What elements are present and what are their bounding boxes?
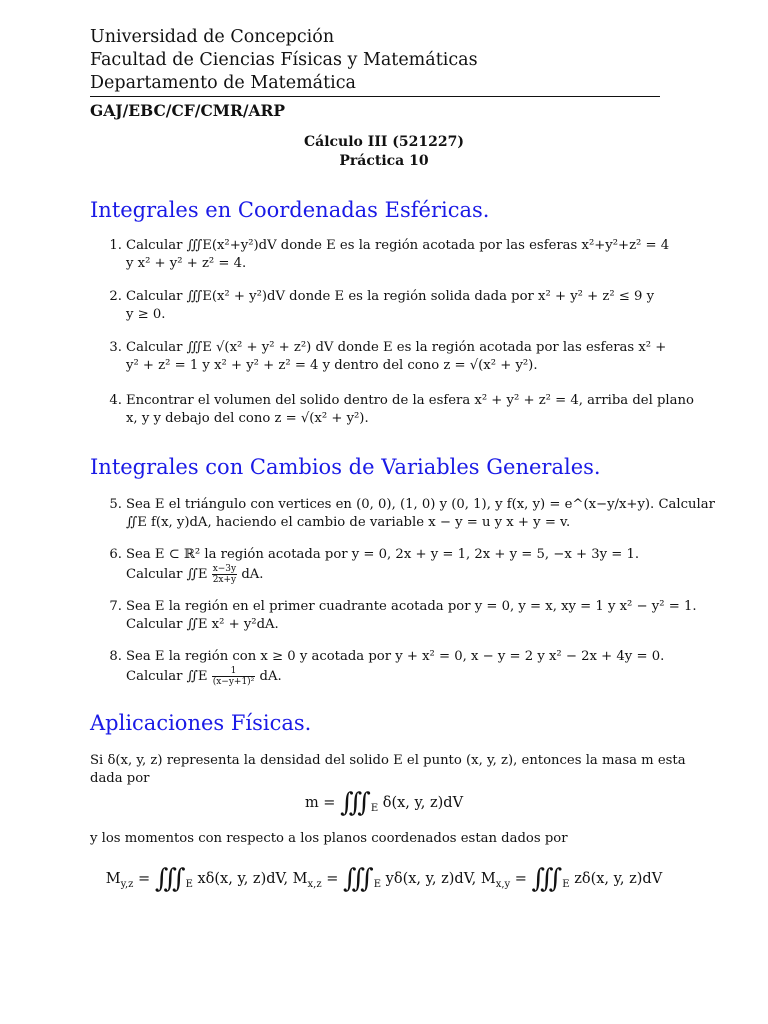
problem-number: 8. (109, 649, 122, 664)
mass-integrand: δ(x, y, z)dV (382, 795, 464, 811)
problem-text-line (126, 564, 660, 585)
problem-text-prefix: Calcular ∬E (126, 567, 208, 582)
moments-equation: $M_{y,z}$ = $∭_E$ xδ(x, y, z)dV, $M_{x,z}$ = $∭_E$ yδ(x, y, z)dV, $M_{x,y}$ = $∭_E$ zδ(x, y, z)dV (105, 864, 663, 894)
problem-text-line: x, y y debajo del cono z = √(x² + y²). (126, 411, 369, 426)
problem-3 (106, 339, 667, 375)
moment-integrand: yδ(x, y, z)dV, M (385, 871, 496, 887)
problem-number: 5. (109, 497, 122, 512)
integrand-fraction (212, 564, 237, 585)
integral-region: E (373, 878, 382, 890)
course-title: Cálculo III (521227) (304, 134, 464, 150)
authors-code: GAJ/EBC/CF/CMR/ARP (90, 101, 286, 120)
problem-text-line: y ≥ 0. (126, 307, 166, 322)
section-title-spherical: Integrales en Coordenadas Esféricas. (90, 198, 490, 222)
problem-6 (106, 546, 660, 585)
problem-text-line: Calcular ∭E √(x² + y² + z²) dV donde E es la región acotada por las esferas x² + (126, 340, 667, 355)
problem-number: 7. (109, 599, 122, 614)
problem-2 (106, 288, 660, 324)
paragraph-line: dada por (90, 771, 150, 786)
problem-text-line: Sea E la región en el primer cuadrante acotada por y = 0, y = x, xy = 1 y x² − y² = 1. (126, 599, 697, 614)
problem-text-line: Calcular ∭E(x²+y²)dV donde E es la región acotada por las esferas x²+y²+z² = 4 (126, 238, 670, 253)
integrand-fraction (212, 666, 256, 687)
university-name: Universidad de Concepción (90, 27, 335, 47)
problem-text-line: Sea E la región con x ≥ 0 y acotada por y + x² = 0, x − y = 2 y x² − 2x + 4y = 0. (126, 649, 665, 664)
problem-text-suffix: dA. (241, 567, 264, 582)
physics-intro (90, 752, 686, 788)
section-title-change-of-variables: Integrales con Cambios de Variables Generales. (90, 455, 601, 479)
moment-symbol: M (105, 871, 121, 887)
integral-region: E (185, 878, 193, 890)
fraction-denominator: 2x+y (212, 575, 237, 585)
moment-subscript: x,z (307, 878, 322, 890)
problem-text-prefix: Calcular ∬E (126, 669, 208, 684)
paragraph-line: Si δ(x, y, z) representa la densidad del solido E el punto (x, y, z), entonces la masa m esta (90, 753, 686, 768)
problem-8 (106, 648, 665, 687)
triple-integral-symbol: ∭ (154, 864, 186, 894)
moment-integrand: zδ(x, y, z)dV (574, 871, 663, 887)
problem-text-line: Sea E el triángulo con vertices en (0, 0), (1, 0) y (0, 1), y f(x, y) = e^(x−y/x+y). Calcular (126, 497, 715, 512)
problem-text-line: Calcular ∭E(x² + y²)dV donde E es la región solida dada por x² + y² + z² ≤ 9 y (126, 289, 655, 304)
integral-region: E (562, 878, 570, 890)
mass-equation (0, 788, 768, 818)
moment-integrand: xδ(x, y, z)dV, M (197, 871, 308, 887)
problem-text-line: y² + z² = 1 y x² + y² + z² = 4 y dentro del cono z = √(x² + y²). (126, 358, 538, 373)
triple-integral-symbol: ∭ (340, 788, 371, 818)
triple-integral-symbol: ∭ (342, 864, 374, 894)
fraction-numerator: 1 (212, 666, 256, 677)
fraction-numerator: x−3y (212, 564, 237, 574)
fraction-denominator: (x−y+1)² (212, 677, 255, 687)
document-header (90, 26, 660, 122)
problem-text-suffix: dA. (259, 669, 282, 684)
faculty-name: Facultad de Ciencias Físicas y Matemáticas (90, 50, 478, 70)
department-name: Departamento de Matemática (90, 72, 660, 97)
problem-number: 2. (109, 289, 122, 304)
problem-number: 3. (109, 340, 122, 355)
problem-text-line (126, 666, 660, 687)
triple-integral-symbol: ∭ (531, 864, 563, 894)
moment-subscript: y,z (120, 878, 134, 890)
mass-lhs: m = (304, 795, 336, 811)
course-heading (0, 133, 768, 171)
problem-number: 6. (109, 547, 122, 562)
practice-number: Práctica 10 (339, 153, 429, 169)
problem-text-line: Calcular ∬E x² + y²dA. (126, 617, 279, 632)
problem-4 (106, 392, 694, 428)
problem-7 (106, 598, 697, 634)
moment-subscript: x,y (495, 878, 511, 890)
moments-intro: y los momentos con respecto a los planos coordenados estan dados por (90, 831, 568, 846)
problem-text-line: y x² + y² + z² = 4. (126, 256, 247, 271)
problem-1 (106, 237, 670, 273)
problem-text-line: ∬E f(x, y)dA, haciendo el cambio de variable x − y = u y x + y = v. (126, 515, 571, 530)
problem-5 (106, 496, 715, 532)
problem-text-line: Sea E ⊂ ℝ² la región acotada por y = 0, 2x + y = 1, 2x + y = 5, −x + 3y = 1. (126, 547, 640, 562)
problem-number: 1. (109, 238, 122, 253)
integral-region: E (370, 802, 379, 814)
problem-number: 4. (109, 393, 122, 408)
problem-text-line: Encontrar el volumen del solido dentro de la esfera x² + y² + z² = 4, arriba del plano (126, 393, 694, 408)
section-title-physical-applications: Aplicaciones Físicas. (90, 711, 312, 735)
